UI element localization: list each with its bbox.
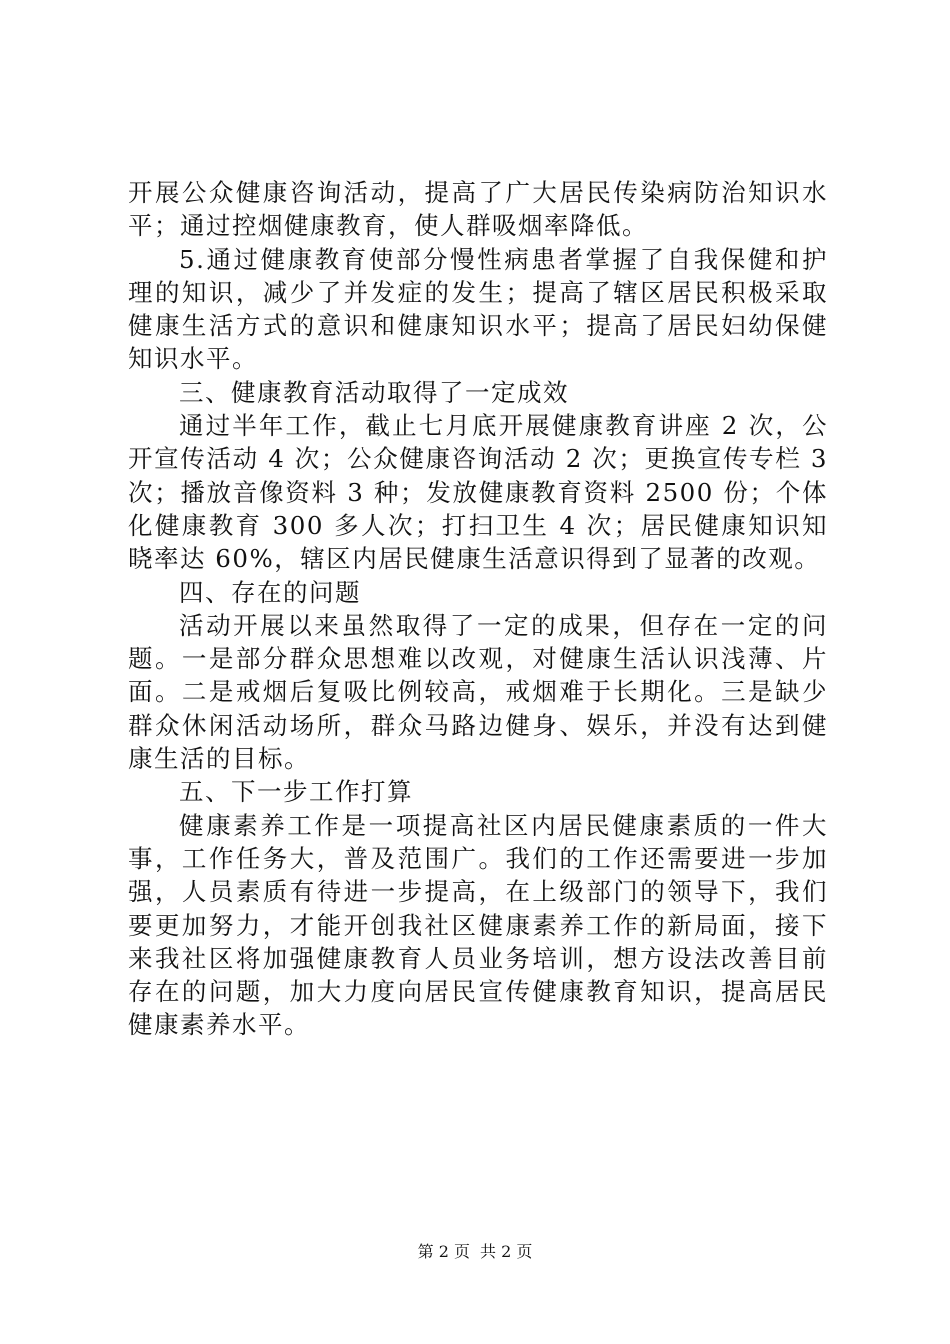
paragraph-health-consultation-continuation: 开展公众健康咨询活动，提高了广大居民传染病防治知识水平；通过控烟健康教育，使人群吸烟率降低。 xyxy=(128,178,828,241)
section-heading-next-steps: 五、下一步工作打算 xyxy=(179,777,413,807)
paragraph-problems: 活动开展以来虽然取得了一定的成果，但存在一定的问题。一是部分群众思想难以改观，对健康生活认识浅薄、片面。二是戒烟后复吸比例较高，戒烟难于长期化。三是缺少群众休闲活动场所，群众马路边健身、娱乐，并没有达到健康生活的目标。 xyxy=(128,610,828,774)
page-number: 第 2 页 xyxy=(417,1242,470,1261)
document-body xyxy=(128,176,828,1042)
page-total: 共 2 页 xyxy=(480,1242,533,1261)
section-heading-achievements: 三、健康教育活动取得了一定成效 xyxy=(179,377,569,407)
paragraph-achievements-statistics: 通过半年工作，截止七月底开展健康教育讲座 2 次，公开宣传活动 4 次；公众健康咨询活动 2 次；更换宣传专栏 3 次；播放音像资料 3 种；发放健康教育资料 2500 份；个体化健康教育 300 多人次；打扫卫生 4 次；居民健康知识知晓率达 60%，辖区内居民健康生活意识得到了显著的改观。 xyxy=(128,411,828,574)
section-heading-problems: 四、存在的问题 xyxy=(179,577,361,607)
paragraph-next-steps: 健康素养工作是一项提高社区内居民健康素质的一件大事，工作任务大，普及范围广。我们的工作还需要进一步加强，人员素质有待进一步提高，在上级部门的领导下，我们要更加努力，才能开创我社区健康素养工作的新局面，接下来我社区将加强健康教育人员业务培训，想方设法改善目前存在的问题，加大力度向居民宣传健康教育知识，提高居民健康素养水平。 xyxy=(128,810,828,1040)
paragraph-chronic-disease-education: 5.通过健康教育使部分慢性病患者掌握了自我保健和护理的知识，减少了并发症的发生；提高了辖区居民积极采取健康生活方式的意识和健康知识水平；提高了居民妇幼保健知识水平。 xyxy=(128,244,828,374)
page-footer xyxy=(0,1242,950,1262)
